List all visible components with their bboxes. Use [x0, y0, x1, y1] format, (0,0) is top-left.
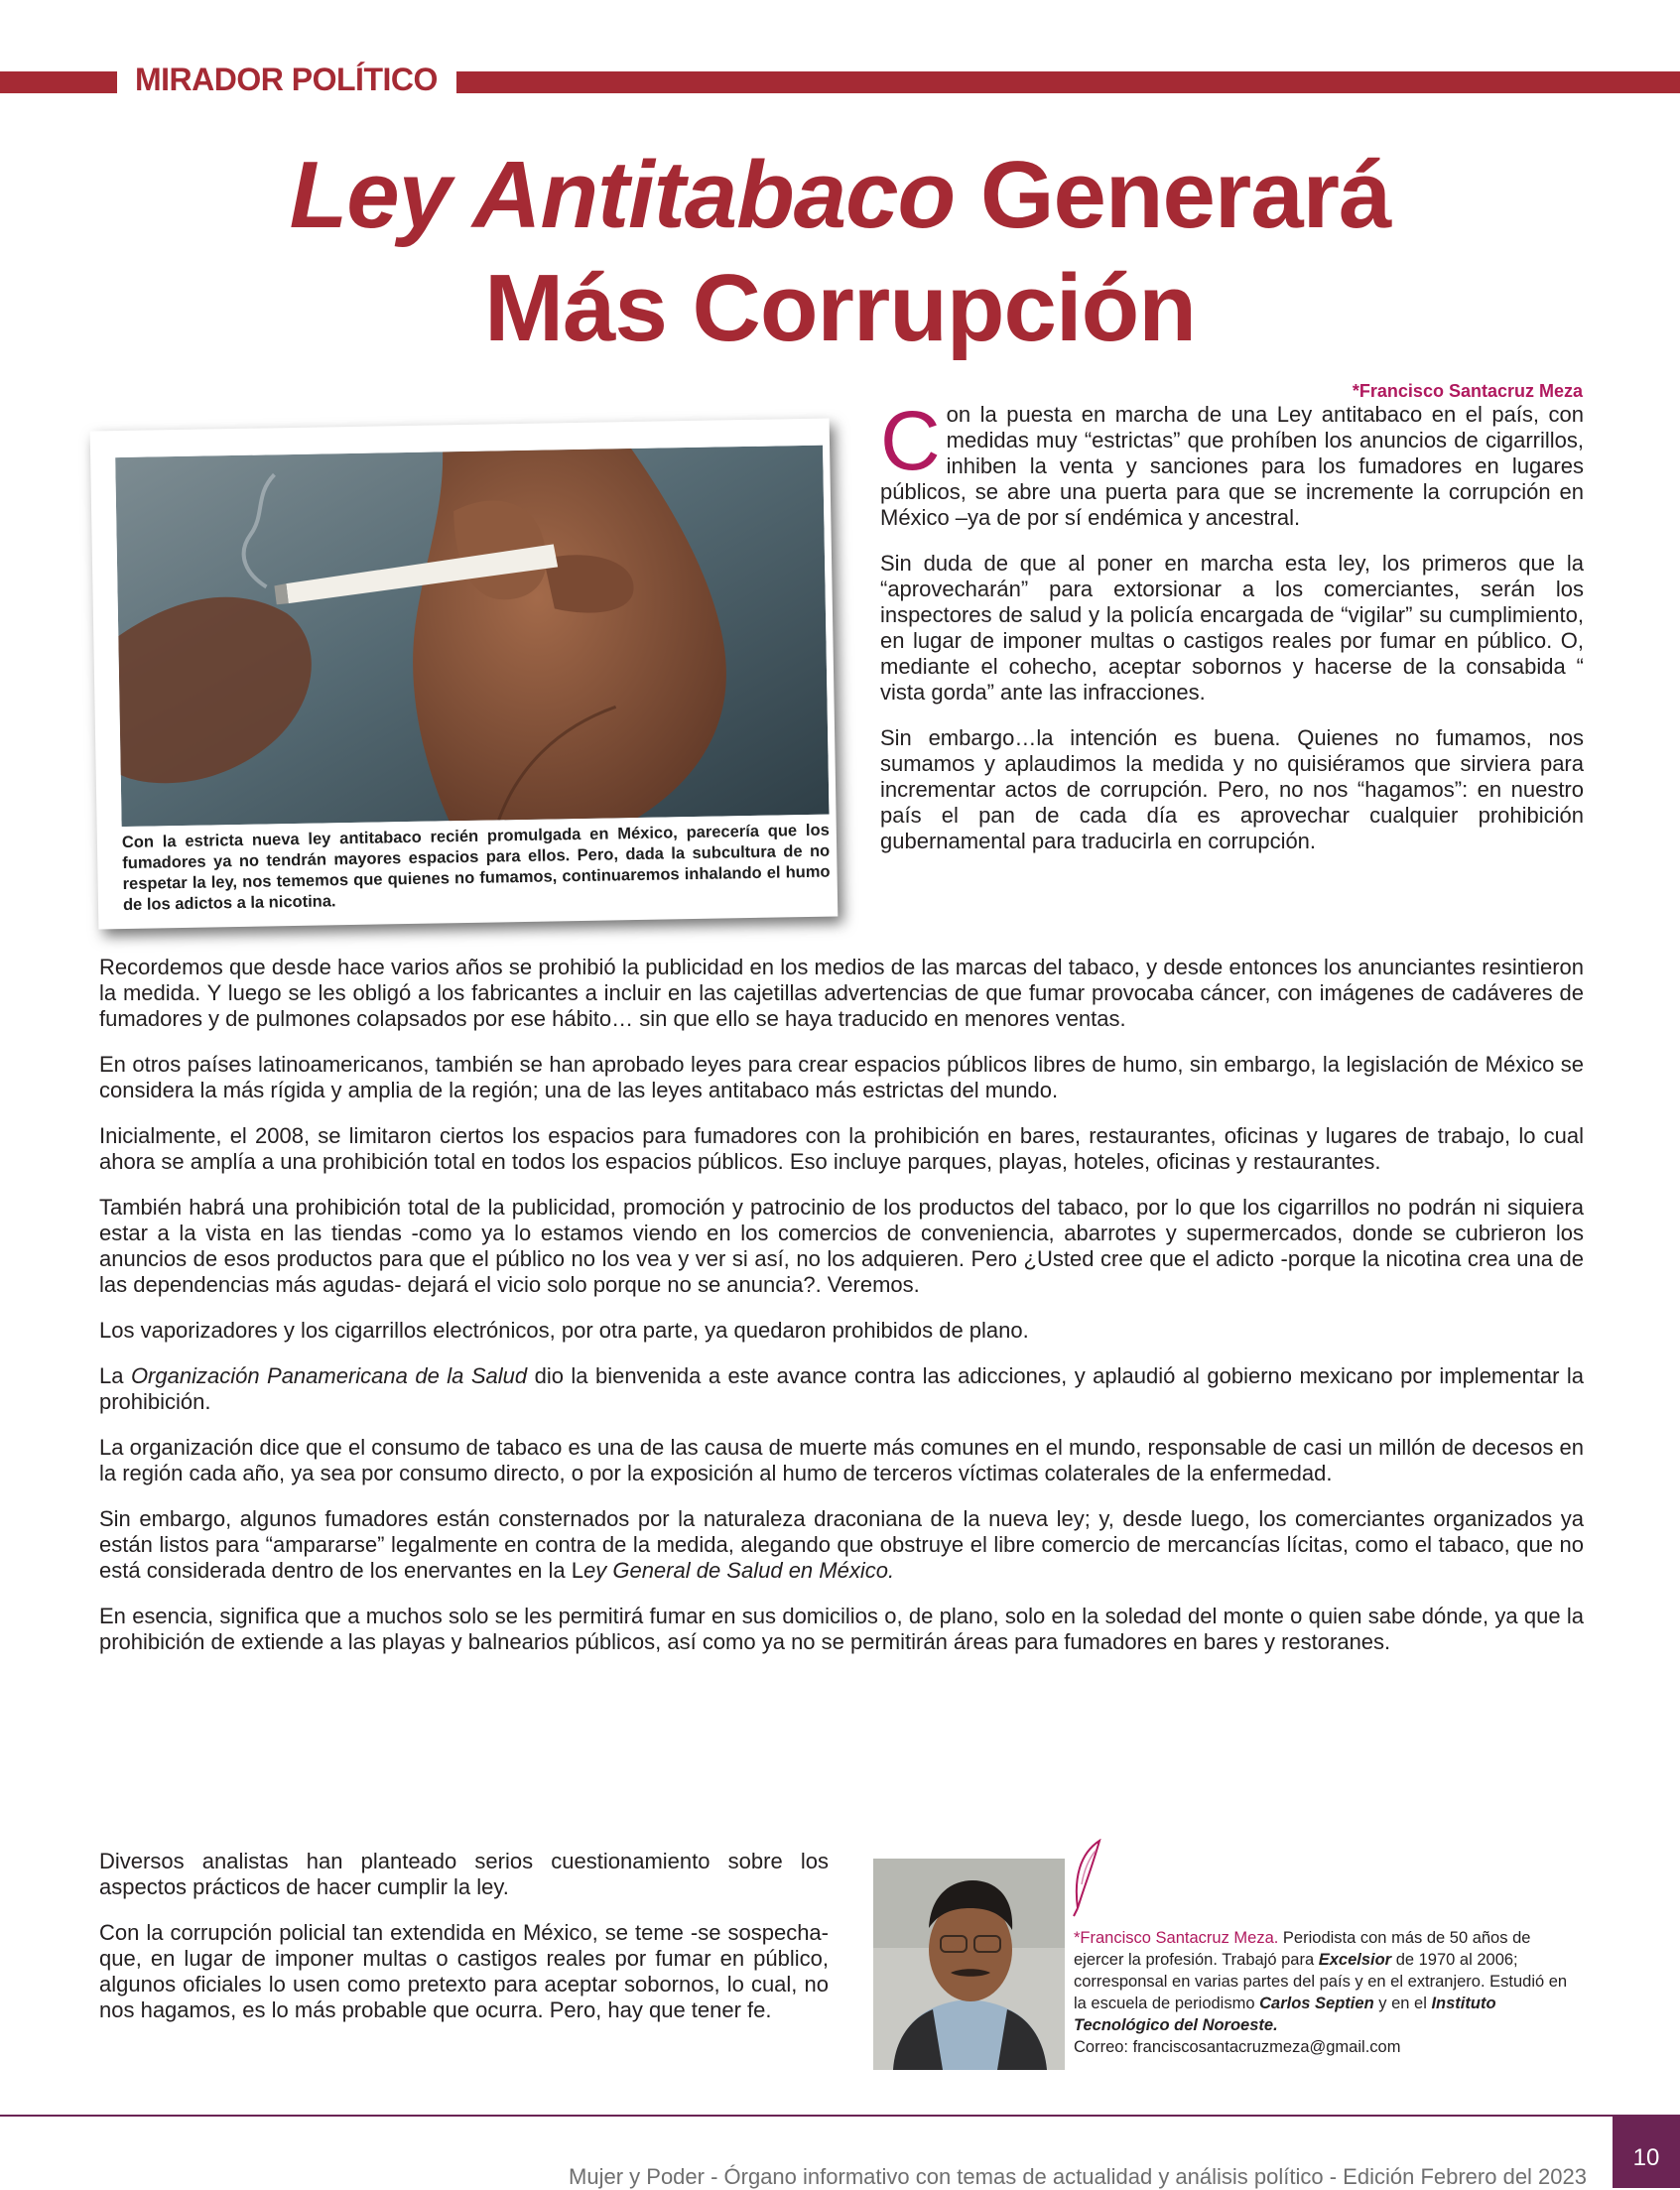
- body-paragraph-7: La organización dice que el consumo de tabaco es una de las causa de muerte más comunes en el mundo, responsable de casi un millón de decesos en la región cada año, ya sea por consumo directo, o por la exposición al humo de terceros víctimas colaterales de la enfermedad.: [99, 1435, 1584, 1485]
- law-name: ey General de Salud en México.: [583, 1558, 895, 1583]
- headline: [0, 139, 1680, 365]
- body-paragraph-4: También habrá una prohibición total de la publicidad, promoción y patrocinio de los productos del tabaco, por lo que los cigarrillos no podrán ni siquiera estar a la vista en las tiendas -como ya lo estamos viendo en los comercios de conveniencia, abarrotes y supermercados, donde se cubrieron los anuncios de esos productos para que el público no los vea y ver si así, no los adquieren. Pero ¿Usted cree que el adicto -porque la nicotina crea una de las dependencias más agudas- dejará el vicio solo porque no se anuncia?. Veremos.: [99, 1195, 1584, 1297]
- intro-paragraph-1-text: on la puesta en marcha de una Ley antitabaco en el país, con medidas muy “estrictas” que prohíben los anuncios de cigarrillos, inhiben la venta y sanciones para los fumadores en lugares públicos, se abre una puerta para que se incremente la corrupción en México –ya de por sí endémica y ancestral.: [880, 402, 1584, 530]
- body-paragraph-6: [99, 1363, 1584, 1415]
- bio-name: *Francisco Santacruz Meza.: [1074, 1929, 1279, 1947]
- author-photo: [873, 1859, 1065, 2070]
- section-label: MIRADOR POLÍTICO: [135, 62, 438, 97]
- intro-column: [880, 394, 1584, 874]
- body-paragraph-2: En otros países latinoamericanos, también se han aprobado leyes para crear espacios públicos libres de humo, sin embargo, la legislación de México se considera la más rígida y amplia de la región; una de las leyes antitabaco más estrictas del mundo.: [99, 1052, 1584, 1102]
- author-bio: [1074, 1927, 1584, 2058]
- cigarette-photo: [115, 446, 829, 827]
- body-paragraph-10: Diversos analistas han planteado serios cuestionamiento sobre los aspectos prácticos de hacer cumplir la ley.: [99, 1849, 829, 1899]
- body-paragraph-6-pre: La: [99, 1363, 131, 1388]
- body-paragraph-5: Los vaporizadores y los cigarrillos electrónicos, por otra parte, ya quedaron prohibidos de plano.: [99, 1318, 1029, 1343]
- section-bar-right: [456, 71, 1680, 93]
- byline: *Francisco Santacruz Meza: [1352, 381, 1583, 401]
- dropcap: C: [880, 394, 941, 487]
- headline-italic: Ley Antitabaco: [289, 142, 956, 248]
- article-body: [99, 955, 1584, 1675]
- closing-column: [99, 1849, 829, 2043]
- quill-icon: [1070, 1839, 1109, 1918]
- body-paragraph-3: Inicialmente, el 2008, se limitaron ciertos los espacios para fumadores con la prohibición en bares, restaurantes, oficinas y lugares de trabajo, lo cual ahora se amplía a una prohibición total en todos los espacios públicos. Eso incluye parques, playas, hoteles, oficinas y restaurantes.: [99, 1123, 1584, 1174]
- photo-caption: Con la estricta nueva ley antitabaco recién promulgada en México, parecería que los fumadores ya no tendrán mayores espacios para ellos. Pero, dada la subcultura de no respetar la ley, nos tememos que quienes no fumamos, continuaremos inhalando el humo de los adictos a la nicotina.: [121, 821, 831, 915]
- section-bar-left: [0, 71, 117, 93]
- footer-rule: [0, 2115, 1680, 2117]
- body-paragraph-9: En esencia, significa que a muchos solo se les permitirá fumar en sus domicilios o, de plano, solo en la soledad del monte o quien sabe dónde, ya que la prohibición de extiende a las playas y balnearios públicos, así como ya no se permitirán áreas para fumadores en bares y restoranes.: [99, 1604, 1584, 1654]
- body-paragraph-11: Con la corrupción policial tan extendida en México, se teme -se sospecha- que, en lugar de imponer multas o castigos reales por fumar en público, algunos oficiales lo usen como pretexto para aceptar sobornos, lo cual, no nos hagamos, es lo más probable que ocurra. Pero, hay que tener fe.: [99, 1920, 829, 2022]
- headline-line2: Más Corrupción: [484, 255, 1196, 361]
- intro-paragraph-2: Sin duda de que al poner en marcha esta ley, los primeros que la “aprovecharán” para extorsionar a los comerciantes, serán los inspectores de salud y la policía encargada de “vigilar” su cumplimiento, en lugar de imponer multas o castigos reales por fumar en público. O, mediante el cohecho, aceptar sobornos y hacerse de la consabida “ vista gorda” ante las infracciones.: [880, 551, 1584, 705]
- bio-institute: Instituto Tecnológico del Noroeste.: [1074, 1995, 1496, 2034]
- intro-paragraph-1: [880, 394, 1584, 531]
- intro-paragraph-3: Sin embargo…la intención es buena. Quienes no fumamos, nos sumamos y aplaudimos la medida y no quisiéramos que sirviera para incrementar actos de corrupción. Pero, no nos “hagamos”: en nuestro país el pan de cada día es aprovechar cualquier prohibición gubernamental para traducirla en corrupción.: [880, 725, 1584, 853]
- headline-line1-rest: Generará: [979, 142, 1391, 248]
- org-name: Organización Panamericana de la Salud: [130, 1363, 528, 1388]
- page-number-box: [1613, 2115, 1680, 2188]
- body-paragraph-1: Recordemos que desde hace varios años se prohibió la publicidad en los medios de las marcas del tabaco, y desde entonces los anunciantes resintieron la medida. Y luego se les obligó a los fabricantes a incluir en las cajetillas advertencias de que fumar provocaba cáncer, con imágenes de cadáveres de fumadores y de pulmones colapsados por ese hábito… sin que ello se haya traducido en menores ventas.: [99, 955, 1584, 1031]
- bio-excelsior: Excelsior: [1318, 1951, 1392, 1969]
- footer-text: Mujer y Poder - Órgano informativo con temas de actualidad y análisis político - Edición Febrero del 2023: [569, 2164, 1587, 2189]
- body-paragraph-8-pre: Sin embargo, algunos fumadores están consternados por la naturaleza draconiana de la nueva ley; y, desde luego, los comerciantes organizados ya están listos para “ampararse” legalmente en contra de la medida, alegando que obstruye el libre comercio de mercancías lícitas, como el tabaco, que no está considerada dentro de los enervantes en la L: [99, 1506, 1584, 1583]
- page-number: 10: [1632, 2144, 1660, 2171]
- body-paragraph-8: [99, 1506, 1584, 1584]
- bio-email: Correo: franciscosantacruzmeza@gmail.com: [1074, 2038, 1401, 2056]
- bio-text-3: y en el: [1373, 1995, 1432, 2012]
- bio-text-2: de 1970 al 2006; corresponsal en varias partes del país y en el extranjero. Estudió en la escuela de periodismo: [1074, 1951, 1568, 2012]
- photo-frame: [90, 419, 839, 930]
- bio-text-1: Periodista con más de 50 años de ejercer la profesión. Trabajó para: [1074, 1929, 1531, 1969]
- bio-school: Carlos Septien: [1259, 1995, 1374, 2012]
- body-paragraph-6-post: dio la bienvenida a este avance contra las adicciones, y aplaudió al gobierno mexicano por implementar la prohibición.: [99, 1363, 1584, 1414]
